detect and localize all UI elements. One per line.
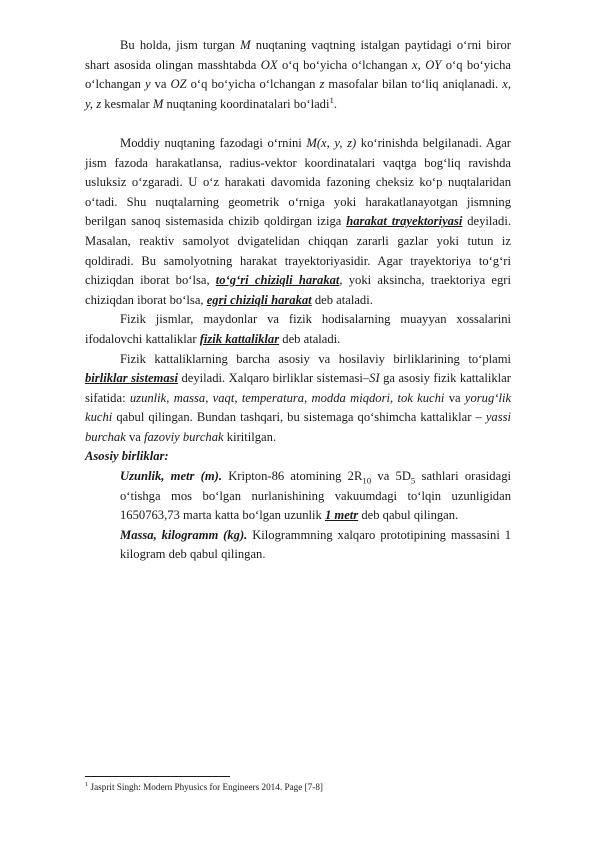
text: nuqtaning koordinatalari bo‘ladi <box>163 96 330 111</box>
term-metre: 1 metr <box>324 508 359 523</box>
symbol-OX: OX <box>260 57 278 72</box>
quantity-length: uzunlik <box>129 390 167 405</box>
term-unit-system: birliklar sistemasi <box>85 371 179 386</box>
paragraph-coordinates <box>85 36 511 114</box>
term-physical-quantities: fizik kattaliklar <box>199 331 280 346</box>
text: deb ataladi. <box>311 292 373 307</box>
text: deyiladi. Masalan, reaktiv samolyot dvigatelidan chiqqan zararli gazlar yoki tutun iz qoldiradi. Bu samolyotning harakat trayektoriyasidir. Agar trayektoriya to‘g‘ri chiziqdan iborat bo‘lsa, <box>85 214 511 288</box>
text: Moddiy nuqtaning fazodagi o‘rnini <box>120 135 307 150</box>
item-lead: Massa, kilogramm (kg). <box>120 527 248 542</box>
symbol-Mxyz: M(x, y, z) <box>306 135 357 150</box>
symbol-y: y <box>144 77 151 92</box>
text: ga asosiy fizik kattaliklar sifatida: <box>85 371 511 405</box>
quantity-time: vaqt <box>212 390 235 405</box>
paragraph-physical-quantities <box>85 310 511 349</box>
symbol-xyz: x, y, z <box>85 77 511 111</box>
text: deyiladi. Xalqaro birliklar sistemasi– <box>178 371 370 386</box>
paragraph-gap <box>85 114 511 134</box>
text: Fizik kattaliklarning barcha asosiy va hosilaviy birliklarining to‘plami <box>120 351 511 366</box>
text: o‘q bo‘yicha o‘lchangan <box>186 77 320 92</box>
text: kesmalar <box>101 96 153 111</box>
text: deb qabul qilingan. <box>358 508 459 523</box>
text: o‘q bo‘yicha o‘lchangan <box>85 57 511 92</box>
text: . <box>333 96 338 111</box>
quantity-plane-angle: yassi burchak <box>85 410 511 444</box>
quantity-solid-angle: fazoviy burchak <box>144 429 224 444</box>
footnote-ref[interactable]: 1 <box>329 94 334 105</box>
text: , yoki aksincha, traektoriya egri chiziqdan iborat bo‘lsa, <box>85 273 512 307</box>
text: masofalar bilan to‘liq aniqlanadi. <box>324 77 503 92</box>
text: va <box>150 77 171 92</box>
paragraph-unit-system: Fizik kattaliklarning barcha asosiy va hosilaviy birliklarining to‘plami birliklar sistemasi deyiladi. Xalqaro birliklar sistemasi–SI ga asosiy fizik kattaliklar sifatida: uzunlik, massa, vaqt, temperatura, modda miqdori, tok kuchi va yorug‘lik kuchi qabul qilingan. Bundan tashqari, bu sistemaga qo‘shimcha kattaliklar – yassi burchak va fazoviy burchak kiritilgan. <box>85 351 512 444</box>
footnote-divider <box>85 776 230 777</box>
symbol-M: M <box>240 38 251 52</box>
symbol-OY: OY <box>425 57 442 72</box>
term-trajectory: harakat trayektoriyasi <box>346 214 463 229</box>
text: kiritilgan. <box>223 429 277 444</box>
quantity-mass: massa <box>173 390 206 405</box>
text: va <box>125 429 144 444</box>
quantity-current: tok kuchi <box>397 390 445 405</box>
footnote-number: 1 <box>85 780 89 788</box>
text: o‘q bo‘yicha o‘lchangan <box>277 57 413 72</box>
text: Kilogrammning xalqaro prototipining massasini 1 kilogram deb qabul qilingan. <box>120 527 511 562</box>
symbol-M: M <box>152 96 164 111</box>
text: , <box>417 57 426 72</box>
symbol-z: z <box>319 77 325 92</box>
subscript: 10 <box>362 475 372 486</box>
term-curved-motion: egri chiziqli harakat <box>206 292 312 307</box>
text: va 5D <box>371 469 411 484</box>
list-item-kilogram <box>120 526 511 565</box>
paragraph-trajectory <box>85 134 511 310</box>
text: Bu holda, jism turgan <box>120 38 241 52</box>
quantity-luminous-intensity: yorug‘lik kuchi <box>85 390 512 425</box>
text: nuqtaning vaqtning istalgan paytidagi o‘rni biror shart asosida olingan masshtabda <box>85 38 512 72</box>
item-lead: Uzunlik, metr (m). <box>120 469 222 484</box>
section-heading: Asosiy birliklar: <box>85 449 169 464</box>
text: Fizik jismlar, maydonlar va fizik hodisalarning muayyan xossalarini ifodalovchi kattaliklar <box>85 312 511 346</box>
symbol-OZ: OZ <box>170 77 187 92</box>
text: qabul qilingan. Bundan tashqari, bu sistemaga qo‘shimcha kattaliklar – <box>112 410 486 425</box>
text: ko‘rinishda belgilanadi. Agar jism fazoda harakatlansa, radius-vektor koordinatalari vaqtga bog‘liq ravishda usluksiz o‘zgaradi. U o‘z harakati davomida fazoning cheksiz ko‘p nuqtalaridan o‘tadi. Shu nuqtalarning geometrik o‘rniga yoki harakatlanayotgan jismning berilgan sanoq sistemasida chizib qoldirgan iziga <box>85 135 511 229</box>
text: deb ataladi. <box>279 331 341 346</box>
subscript: 5 <box>410 475 416 486</box>
text: Kripton-86 atomining 2R <box>222 469 363 484</box>
symbol-x: x <box>412 57 418 72</box>
symbol-SI: SI <box>369 371 380 386</box>
text: sathlari orasidagi o‘tishga mos bo‘lgan nurlanishining vakuumdagi to‘lqin uzunligidan 1650763,73 marta katta bo‘lgan uzunlik <box>120 469 511 523</box>
term-straight-motion: to‘g‘ri chiziqli harakat <box>215 273 340 288</box>
list-item-metre <box>120 467 511 526</box>
document-body <box>85 36 511 565</box>
footnote <box>85 781 323 793</box>
quantity-temperature: temperatura <box>241 390 305 405</box>
quantity-amount: modda miqdori <box>311 390 390 405</box>
footnote-text: Jasprit Singh: Modern Phyusics for Engineers 2014. Page [7-8] <box>88 782 323 792</box>
